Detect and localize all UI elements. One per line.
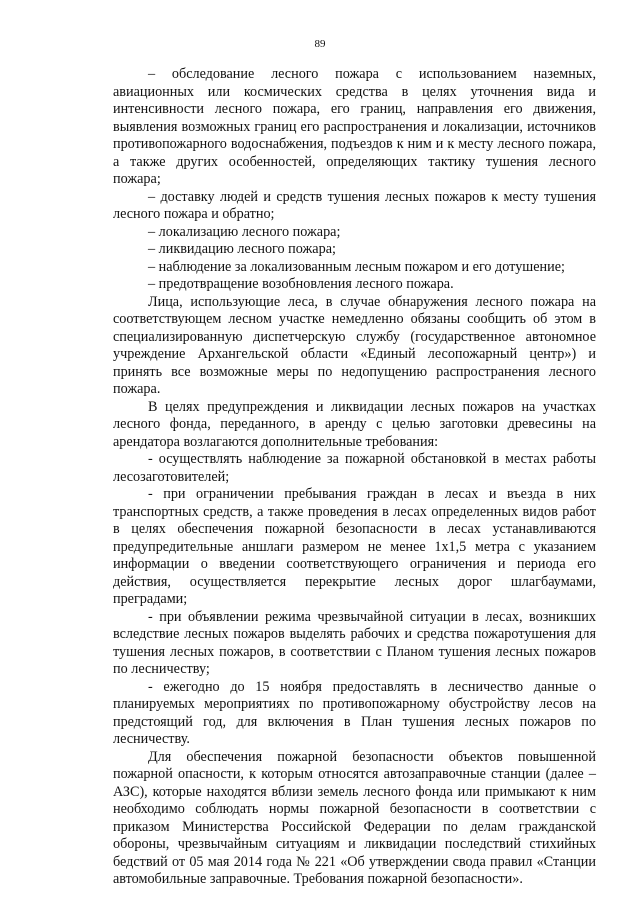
- paragraph: Для обеспечения пожарной безопасности объектов повышенной пожарной опасности, к которым относятся автозаправочные станции (далее – АЗС), которые находятся вблизи земель лесного фонда или примыкают к ним необходимо соблюдать нормы пожарной безопасности в соответствии с приказом Министерства Российской Федерации по делам гражданской обороны, чрезвычайным ситуациям и ликвидации последствий стихийных бедствий от 05 мая 2014 года № 221 «Об утверждении свода правил «Станции автомобильные заправочные. Требования пожарной безопасности».: [113, 748, 596, 887]
- paragraph: – наблюдение за локализованным лесным пожаром и его дотушение;: [148, 258, 565, 275]
- document-body: [113, 66, 596, 889]
- paragraph: - ежегодно до 15 ноября предоставлять в лесничество данные о планируемых мероприятиях по противопожарному обустройству лесов на предстоящий год, для включения в План тушения лесных пожаров по лесничеству.: [113, 678, 596, 747]
- paragraph: - при ограничении пребывания граждан в лесах и въезда в них транспортных средств, а также проведения в лесах определенных видов работ в целях обеспечения пожарной безопасности в лесах устанавливаются предупредительные аншлаги размером не менее 1х1,5 метра с указанием информации о введении соответствующего ограничения и периода его действия, осуществляется перекрытие лесных дорог шлагбаумами, преградами;: [113, 486, 596, 607]
- paragraph: – локализацию лесного пожара;: [148, 223, 341, 240]
- paragraph: - осуществлять наблюдение за пожарной обстановкой в местах работы лесозаготовителей;: [113, 451, 596, 485]
- paragraph: – обследование лесного пожара с использованием наземных, авиационных или космических средства в целях уточнения вида и интенсивности лесного пожара, его границ, направления его движения, выявления возможных границ его распространения и локализации, источников противопожарного водоснабжения, подъездов к ним и к месту лесного пожара, а также других особенностей, определяющих тактику тушения лесного пожара;: [113, 66, 596, 187]
- paragraph: Лица, использующие леса, в случае обнаружения лесного пожара на соответствующем лесном участке немедленно обязаны сообщить об этом в специализированную диспетчерскую службу (государственное автономное учреждение Архангельской области «Единый лесопожарный центр») и принять все возможные меры по недопущению распространения лесного пожара.: [113, 293, 596, 397]
- paragraph: – ликвидацию лесного пожара;: [148, 241, 336, 257]
- paragraph: - при объявлении режима чрезвычайной ситуации в лесах, возникших вследствие лесных пожаров выделять рабочих и средства пожаротушения для тушения лесных пожаров, в соответствии с Планом тушения лесных пожаров по лесничеству;: [113, 608, 596, 677]
- paragraph: В целях предупреждения и ликвидации лесных пожаров на участках лесного фонда, переданного, в аренду с целью заготовки древесины на арендатора возлагаются дополнительные требования:: [113, 398, 596, 450]
- page-number: 89: [314, 38, 326, 50]
- paragraph: – предотвращение возобновления лесного пожара.: [148, 276, 454, 292]
- paragraph: – доставку людей и средств тушения лесных пожаров к месту тушения лесного пожара и обратно;: [113, 188, 596, 222]
